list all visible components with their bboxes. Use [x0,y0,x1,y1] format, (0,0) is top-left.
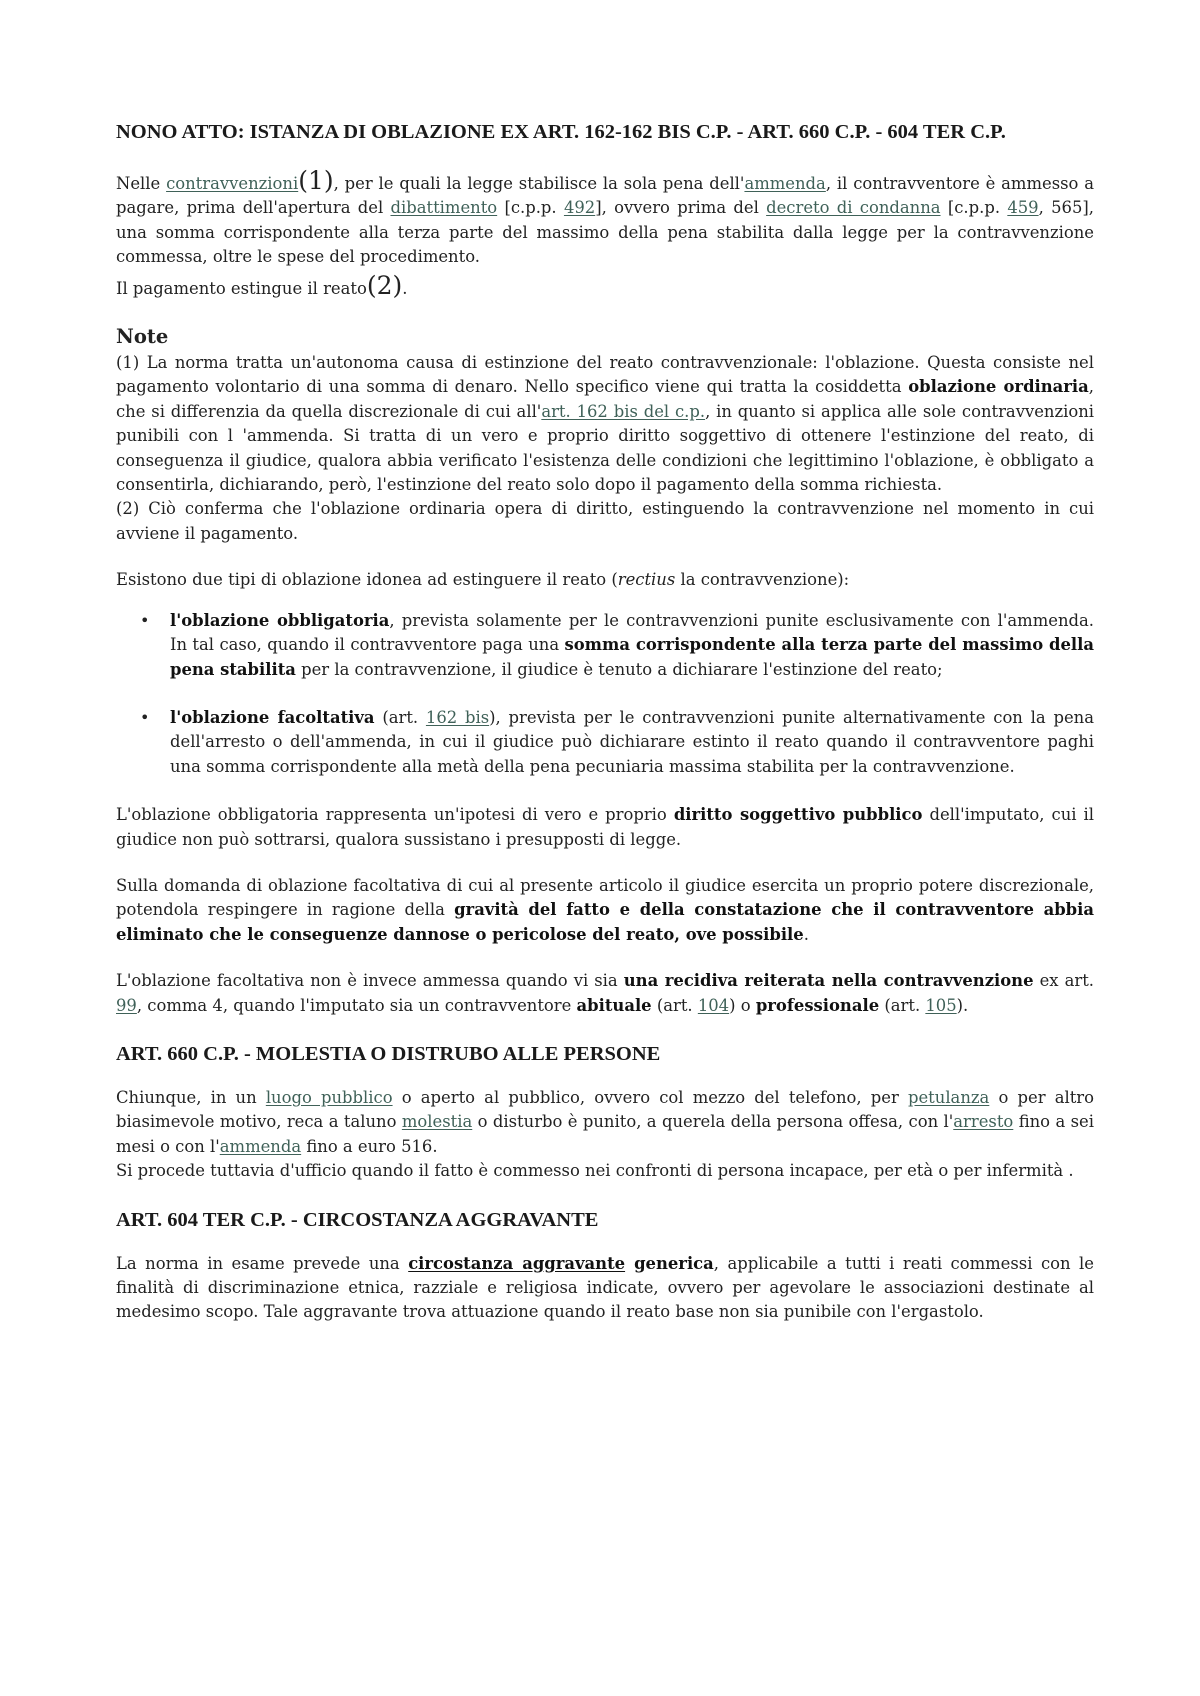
intro-paragraph [116,166,1095,270]
inline-link[interactable]: dibattimento [390,198,498,218]
text-run: Sulla domanda di oblazione facoltativa di cui al presente articolo il giudice esercita un proprio potere discrezionale, potendola respingere in ragione della [116,875,1094,920]
text-run: , per le quali la legge stabilisce la sola pena dell' [333,174,745,193]
text-run: (2) Ciò conferma che l'oblazione ordinaria opera di diritto, estinguendo la contravvenzione nel momento in cui avviene il pagamento. [116,499,1094,543]
text-run: fino a sei mesi o con l' [116,1112,1094,1156]
text-run: , prevista solamente per le contravvenzioni punite esclusivamente con l'ammenda. In tal caso, quando il contravventore paga una [170,610,1094,655]
text-run: ], ovvero prima del [595,198,767,218]
inline-link[interactable]: arresto [953,1112,1014,1132]
note-2 [116,497,1094,546]
inline-link[interactable]: molestia [401,1112,473,1132]
inline-link[interactable]: decreto di condanna [766,198,941,218]
inline-link[interactable]: luogo pubblico [265,1087,393,1107]
inline-link[interactable]: 492 [563,198,596,218]
text-run: , il contravventore è ammesso a pagare, prima dell'apertura del [116,174,1094,218]
bold-text: somma corrispondente alla terza parte del massimo della pena stabilita [170,635,1095,679]
intro-section [116,166,1095,301]
text-run: Esistono due tipi di oblazione idonea ad estinguere il reato ( [116,570,618,590]
art660-heading: ART. 660 C.P. - MOLESTIA O DISTRUBO ALLE PERSONE [116,1042,661,1065]
types-intro-paragraph [116,568,1094,592]
text-run: la contravvenzione): [675,570,850,590]
art604-paragraph [116,1252,1094,1325]
inline-link[interactable]: art. 162 bis del c.p. [541,401,706,421]
text-run: (art. [374,707,426,727]
intro-paragraph [116,270,1094,301]
text-run: ex art. [1033,971,1094,991]
text-run: , comma 4, quando l'imputato sia un contravventore [136,995,577,1015]
art660-paragraph [116,1159,1094,1183]
text-run: ), prevista per le contravvenzioni punite alternativamente con la pena dell'arresto o dell'ammenda, in cui il giudice può dichiarare estinto il reato quando il contravventore paghi una somma corrispondente alla metà della pena pecuniaria massima stabilita per la contravvenzione. [170,707,1094,776]
text-run: [c.p.p. [940,198,1008,218]
text-run: (art. [651,995,698,1015]
text-run: L'oblazione facoltativa non è invece ammessa quando vi sia [116,971,624,991]
text-run: Si procede tuttavia d'ufficio quando il fatto è commesso nei confronti di persona incapace, per età o per infermità . [116,1161,1074,1181]
bold-text: oblazione ordinaria [908,377,1089,397]
body-paragraph [116,969,1094,1018]
text-run: (art. [879,995,926,1015]
inline-link[interactable]: 459 [1007,198,1039,218]
text-run: . [803,924,809,944]
text-run: ) o [729,995,756,1015]
text-run: L'oblazione obbligatoria rappresenta un'ipotesi di vero e proprio [116,805,674,825]
bold-text: diritto soggettivo pubblico [673,805,923,825]
text-run: [c.p.p. [497,198,564,218]
notes-section [116,325,1094,546]
text-run: per la contravvenzione, il giudice è tenuto a dichiarare l'estinzione del reato; [295,659,943,679]
notes-heading: Note [116,325,169,349]
inline-link[interactable]: 104 [697,995,730,1015]
text-run: o disturbo è punito, a querela della persona offesa, con l' [472,1112,954,1132]
bold-text: gravità del fatto e della constatazione che il contravventore abbia eliminato che le conseguenze dannose o pericolose del reato, ove possibile [116,900,1094,944]
note-1 [116,351,1094,497]
bold-text: l'oblazione obbligatoria [170,610,390,630]
text-run: rectius [617,570,676,590]
bold-text: abituale [576,995,652,1015]
text-run: , in quanto si applica alle sole contravvenzioni punibili con l 'ammenda. Si tratta di un vero e proprio diritto soggettivo di ottenere l'estinzione del reato, di conseguenza il giudice, qualora abbia verificato l'esistenza delle condizioni che legittimino l'oblazione, è obbligato a consentirla, dichiarando, però, l'estinzione del reato solo dopo il pagamento della somma richiesta. [116,401,1095,495]
inline-link[interactable]: contravvenzioni [166,174,299,193]
text-run: , applicabile a tutti i reati commessi con le finalità di discriminazione etnica, razziale e religiosa indicate, ovvero per agevolare le associazioni destinate al medesimo scopo. Tale aggravante trova attuazione quando il reato base non sia punibile con l'ergastolo. [116,1253,1094,1322]
inline-link[interactable]: ammenda [219,1136,302,1156]
text-run: La norma in esame prevede una [116,1253,409,1273]
text-run: ). [956,995,969,1015]
text-run: o per altro biasimevole motivo, reca a taluno [116,1087,1094,1132]
art604-heading: ART. 604 TER C.P. - CIRCOSTANZA AGGRAVANTE [116,1208,599,1231]
bold-text: generica [625,1253,714,1273]
art660-paragraph [116,1086,1094,1159]
text-run: , che si differenzia da quella discrezionale di cui all' [116,377,1094,421]
text-run: (1) La norma tratta un'autonoma causa di estinzione del reato contravvenzionale: l'oblazione. Questa consiste nel pagamento volontario di una somma di denaro. Nello specifico viene qui tratta la cosiddetta [116,353,1094,397]
inline-link[interactable]: circostanza aggravante [408,1253,626,1273]
list-item-facoltativa [170,706,1094,779]
inline-link[interactable]: petulanza [907,1087,990,1107]
text-run: . [402,278,408,298]
inline-link[interactable]: ammenda [744,174,826,193]
bold-text: professionale [755,995,880,1015]
document-title: NONO ATTO: ISTANZA DI OBLAZIONE EX ART. 162-162 BIS C.P. - ART. 660 C.P. - 604 TER C.P. [116,121,1006,143]
footnote-marker: (2) [366,270,403,300]
text-run: fino a euro 516. [301,1136,438,1156]
body-paragraph [116,803,1094,852]
text-run: , 565], una somma corrispondente alla terza parte del massimo della pena stabilita dalla legge per la contravvenzione commessa, oltre le spese del procedimento. [116,198,1095,267]
list-item-obbligatoria [170,609,1094,682]
body-paragraph [116,874,1094,947]
inline-link[interactable]: 105 [925,995,957,1015]
bold-text: una recidiva reiterata nella contravvenzione [623,971,1034,991]
text-run: Nelle [116,174,167,193]
bold-text: l'oblazione facoltativa [170,707,375,727]
footnote-marker: (1) [298,166,334,195]
text-run: o aperto al pubblico, ovvero col mezzo del telefono, per [392,1087,908,1107]
inline-link[interactable]: 162 bis [425,707,490,727]
text-run: Il pagamento estingue il reato [116,278,367,298]
text-run: Chiunque, in un [116,1087,266,1107]
inline-link[interactable]: 99 [116,995,137,1015]
text-run: dell'imputato, cui il giudice non può sottrarsi, qualora sussistano i presupposti di legge. [116,805,1094,849]
oblazione-types-list [116,609,1094,779]
